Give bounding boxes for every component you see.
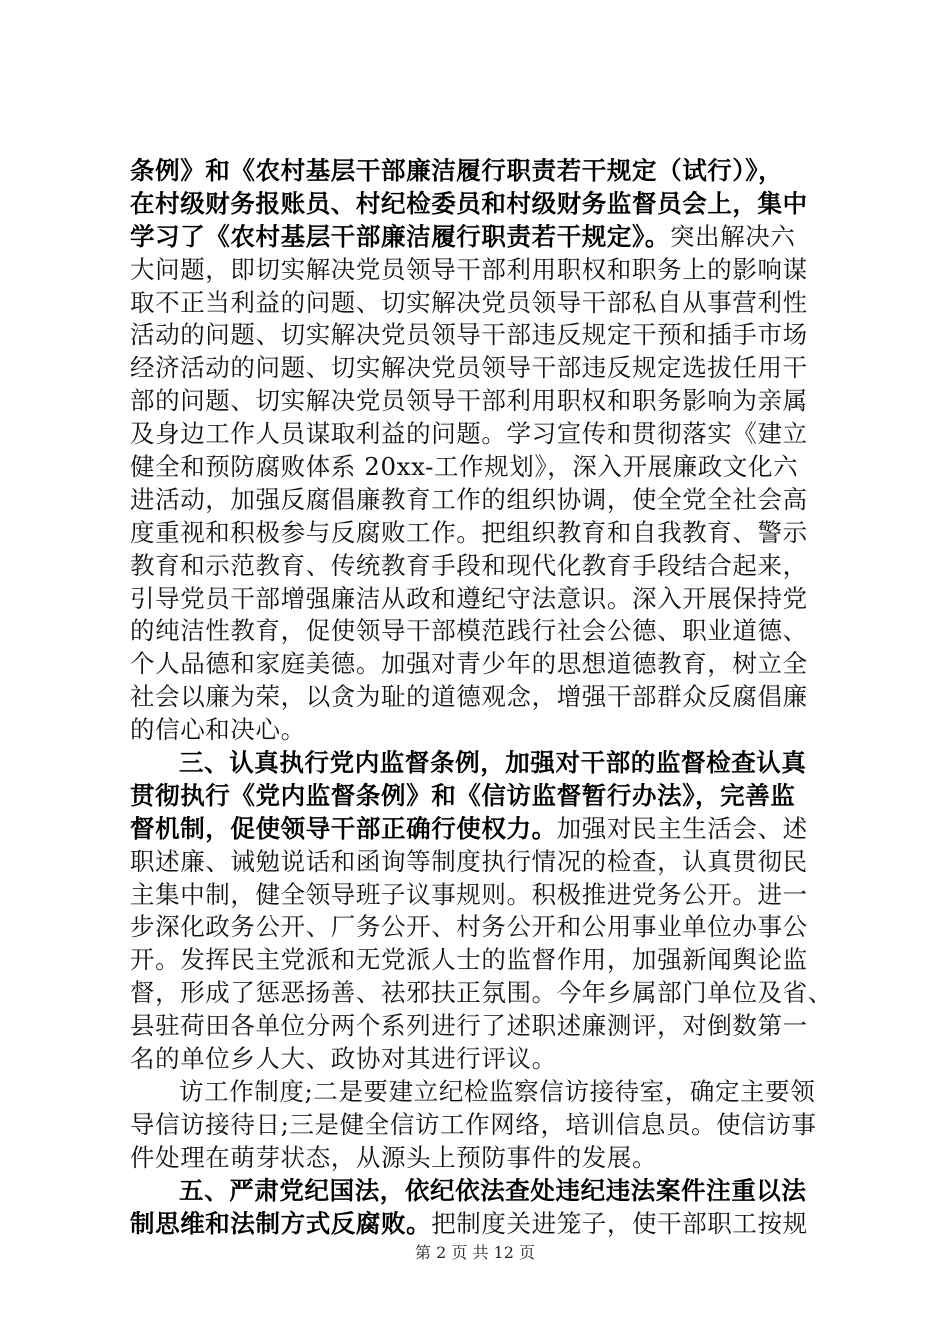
text-line: [130, 813, 830, 846]
bold-text-run: 制思维和法制方式反腐败。: [130, 1208, 432, 1238]
text-line: [130, 1208, 830, 1241]
text-line: [130, 221, 830, 254]
text-line: [130, 879, 830, 912]
text-line: [130, 681, 830, 714]
text-run: 进活动，加强反腐倡廉教育工作的组织协调，使全党全社会高: [130, 484, 808, 514]
text-line: [130, 583, 830, 616]
text-line: [130, 615, 830, 648]
text-line: [130, 385, 830, 418]
text-run: 突出解决六: [669, 221, 796, 251]
text-line: [130, 1109, 830, 1142]
text-line: [130, 780, 830, 813]
text-line: [130, 747, 830, 780]
text-run: 个人品德和家庭美德。加强对青少年的思想道德教育，树立全: [130, 649, 808, 679]
bold-text-run: 督机制，促使领导干部正确行使权力。: [130, 813, 557, 843]
text-run: 县驻荷田各单位分两个系列进行了述职述廉测评，对倒数第一: [130, 1011, 808, 1041]
text-line: [130, 1142, 830, 1175]
bold-text-run: 贯彻执行《党内监督条例》和《信访监督暂行办法》，完善监: [130, 780, 796, 810]
text-run: 取不正当利益的问题、切实解决党员领导干部私自从事营利性: [130, 287, 808, 317]
text-run: 职述廉、诫勉说话和函询等制度执行情况的检查，认真贯彻民: [130, 846, 808, 876]
text-line: [130, 648, 830, 681]
text-run: 把制度关进笼子，使干部职工按规: [431, 1208, 808, 1238]
text-run: 部的问题、切实解决党员领导干部利用职权和职务影响为亲属: [130, 386, 808, 416]
text-line: [130, 714, 830, 747]
text-run: 加强对民主生活会、述: [556, 813, 808, 843]
text-run: 督，形成了惩恶扬善、祛邪扶正氛围。今年乡属部门单位及省、: [130, 978, 833, 1008]
text-line: [130, 418, 830, 451]
text-run: 开。发挥民主党派和无党派人士的监督作用，加强新闻舆论监: [130, 945, 808, 975]
text-line: [130, 1175, 830, 1208]
body-text: [130, 155, 833, 1240]
text-run: 导信访接待日;三是健全信访工作网络，培训信息员。使信访事: [130, 1109, 817, 1139]
text-line: [130, 911, 830, 944]
bold-text-run: 在村级财务报账员、村纪检委员和村级财务监督员会上，集中: [130, 188, 808, 218]
page-footer: 第 2 页 共 12 页: [415, 1243, 535, 1262]
text-line: [130, 977, 833, 1010]
text-run: 访工作制度;二是要建立纪检监察信访接待室，确定主要领: [179, 1076, 816, 1106]
bold-text-run: 学习了《农村基层干部廉洁履行职责若干规定》。: [130, 221, 670, 251]
text-run: 社会以廉为荣，以贪为耻的道德观念，增强干部群众反腐倡廉: [130, 682, 808, 712]
text-line: [130, 319, 830, 352]
text-run: 步深化政务公开、厂务公开、村务公开和公用事业单位办事公: [130, 912, 808, 942]
text-line: [130, 484, 830, 517]
text-line: [130, 254, 830, 287]
text-run: 名的单位乡人大、政协对其进行评议。: [130, 1044, 557, 1074]
text-line: [130, 550, 830, 583]
text-run: 度重视和积极参与反腐败工作。把组织教育和自我教育、警示: [130, 517, 808, 547]
text-run: 健全和预防腐败体系 20xx-工作规划》，深入开展廉政文化六: [130, 452, 799, 482]
text-run: 件处理在萌芽状态，从源头上预防事件的发展。: [130, 1142, 658, 1172]
text-line: [130, 1076, 830, 1109]
text-line: [130, 1043, 830, 1076]
text-run: 及身边工作人员谋取利益的问题。学习宣传和贯彻落实《建立: [130, 419, 808, 449]
text-line: [130, 1010, 830, 1043]
text-run: 教育和示范教育、传统教育手段和现代化教育手段结合起来，: [130, 550, 808, 580]
bold-text-run: 三、认真执行党内监督条例，加强对干部的监督检查认真: [179, 748, 807, 778]
text-run: 的纯洁性教育，促使领导干部模范践行社会公德、职业道德、: [130, 616, 808, 646]
bold-text-run: 五、严肃党纪国法，依纪依法查处违纪违法案件注重以法: [179, 1175, 807, 1205]
text-run: 的信心和决心。: [130, 715, 306, 745]
text-line: [130, 352, 830, 385]
text-run: 经济活动的问题、切实解决党员领导干部违反规定选拔任用干: [130, 353, 808, 383]
text-line: [130, 944, 830, 977]
text-run: 大问题，即切实解决党员领导干部利用职权和职务上的影响谋: [130, 254, 808, 284]
text-line: [130, 846, 830, 879]
text-line: [130, 287, 830, 320]
text-run: 引导党员干部增强廉洁从政和遵纪守法意识。深入开展保持党: [130, 583, 808, 613]
text-line: [130, 188, 830, 221]
text-run: 活动的问题、切实解决党员领导干部违反规定干预和插手市场: [130, 320, 808, 350]
bold-text-run: 条例》和《农村基层干部廉洁履行职责若干规定（试行）》，: [130, 156, 784, 185]
text-line: [130, 451, 830, 484]
text-run: 主集中制，健全领导班子议事规则。积极推进党务公开。进一: [130, 879, 808, 909]
text-line: [130, 517, 830, 550]
text-line: [130, 155, 830, 188]
